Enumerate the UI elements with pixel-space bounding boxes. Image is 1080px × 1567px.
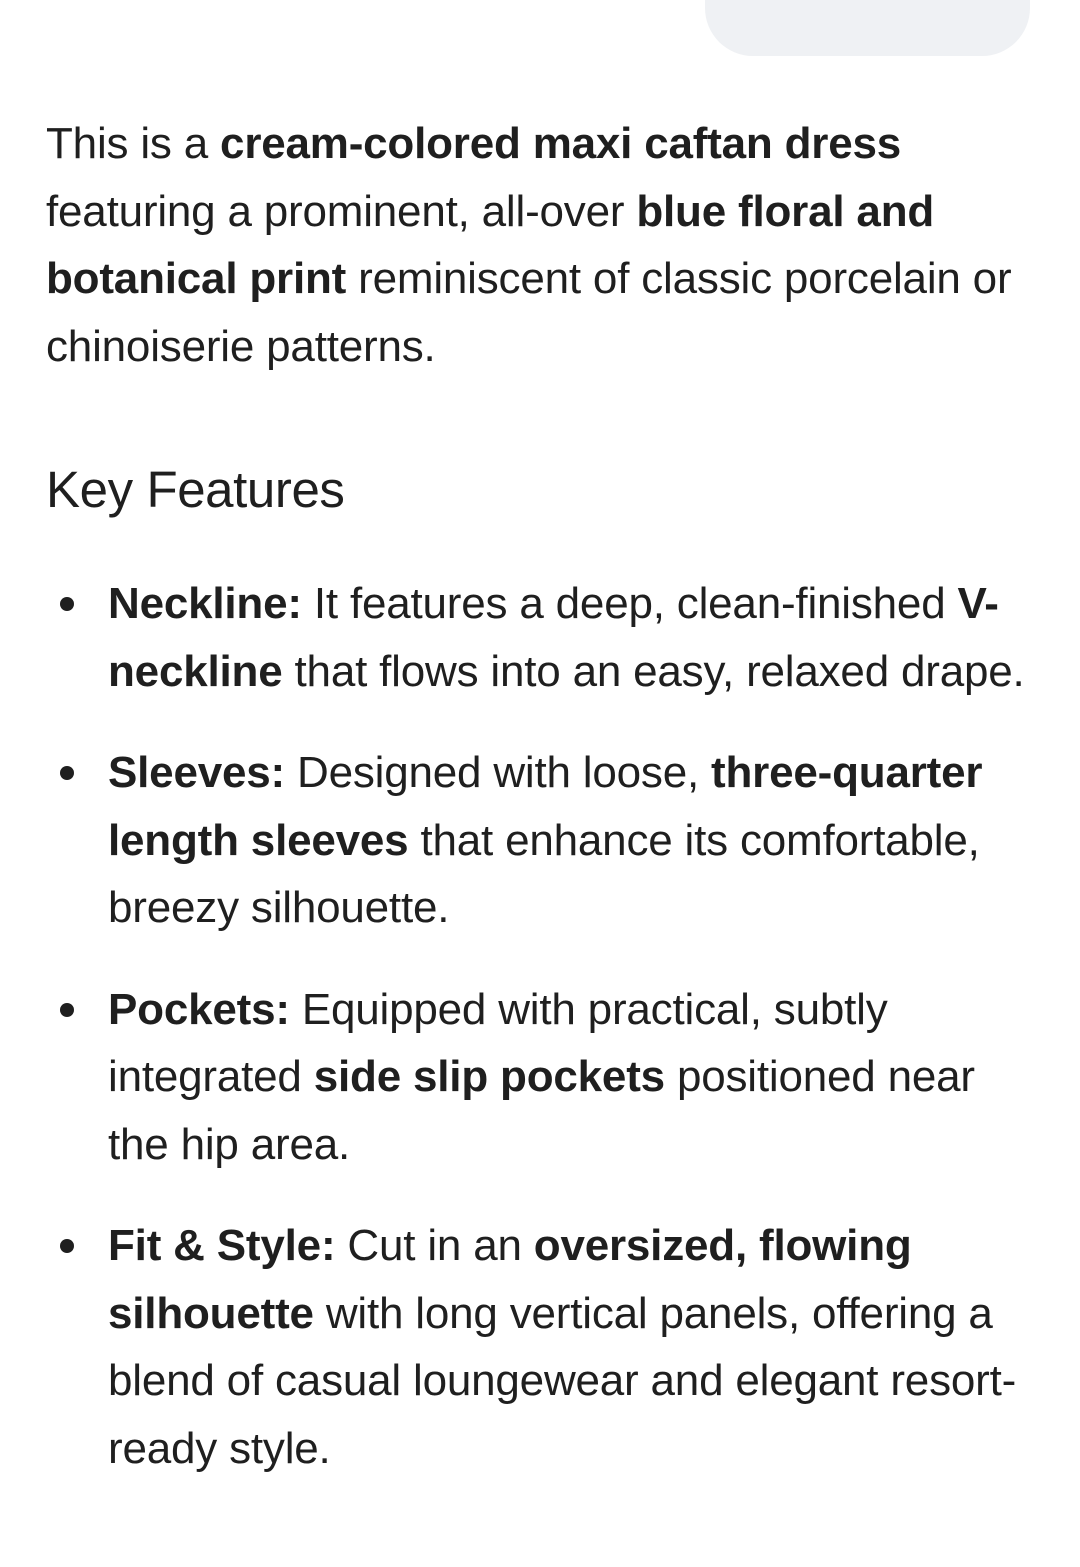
intro-text-3: reminiscent of classic porcelain or chinoiserie patterns. bbox=[46, 254, 1012, 371]
intro-text-1: This is a bbox=[46, 119, 221, 168]
bullet-icon bbox=[60, 597, 74, 611]
feature-bold: oversized, flowing silhouette bbox=[108, 1221, 912, 1338]
bullet-icon bbox=[60, 766, 74, 780]
feature-text: positioned near the hip area. bbox=[108, 1052, 975, 1169]
feature-label: Neckline: bbox=[108, 579, 302, 628]
features-list bbox=[46, 570, 1036, 1516]
feature-pockets bbox=[46, 976, 1036, 1179]
intro-bold-2: blue floral and botanical print bbox=[46, 186, 935, 303]
feature-fit-style bbox=[46, 1212, 1036, 1482]
feature-text: with long vertical panels, offering a blend of casual loungewear and elegant resort-ready style. bbox=[108, 1288, 1017, 1473]
feature-neckline bbox=[46, 570, 1036, 705]
feature-text: Cut in an bbox=[335, 1221, 534, 1270]
feature-text: Designed with loose, bbox=[284, 748, 712, 797]
assistant-response bbox=[46, 110, 1036, 1473]
feature-label: Fit & Style: bbox=[108, 1221, 336, 1270]
intro-paragraph bbox=[46, 110, 1036, 380]
intro-text-2: featuring a prominent, all-over bbox=[46, 186, 637, 236]
bullet-icon bbox=[60, 1003, 74, 1017]
feature-label: Pockets: bbox=[108, 984, 290, 1034]
feature-text: It features a deep, clean-finished bbox=[301, 579, 958, 628]
intro-bold-1: cream-colored maxi caftan dress bbox=[220, 119, 902, 168]
feature-sleeves bbox=[46, 739, 1036, 942]
feature-text: that flows into an easy, relaxed drape. bbox=[282, 646, 1025, 696]
feature-bold: side slip pockets bbox=[313, 1052, 665, 1101]
bullet-icon bbox=[60, 1239, 74, 1253]
feature-label: Sleeves: bbox=[108, 748, 285, 797]
feature-bold: V-neckline bbox=[108, 579, 999, 696]
feature-bold: three-quarter length sleeves bbox=[108, 748, 983, 865]
feature-text: Equipped with practical, subtly integrated bbox=[108, 984, 888, 1101]
section-heading: Key Features bbox=[46, 461, 345, 518]
feature-text: that enhance its comfortable, breezy silhouette. bbox=[108, 815, 980, 932]
user-message-bubble bbox=[705, 0, 1030, 56]
